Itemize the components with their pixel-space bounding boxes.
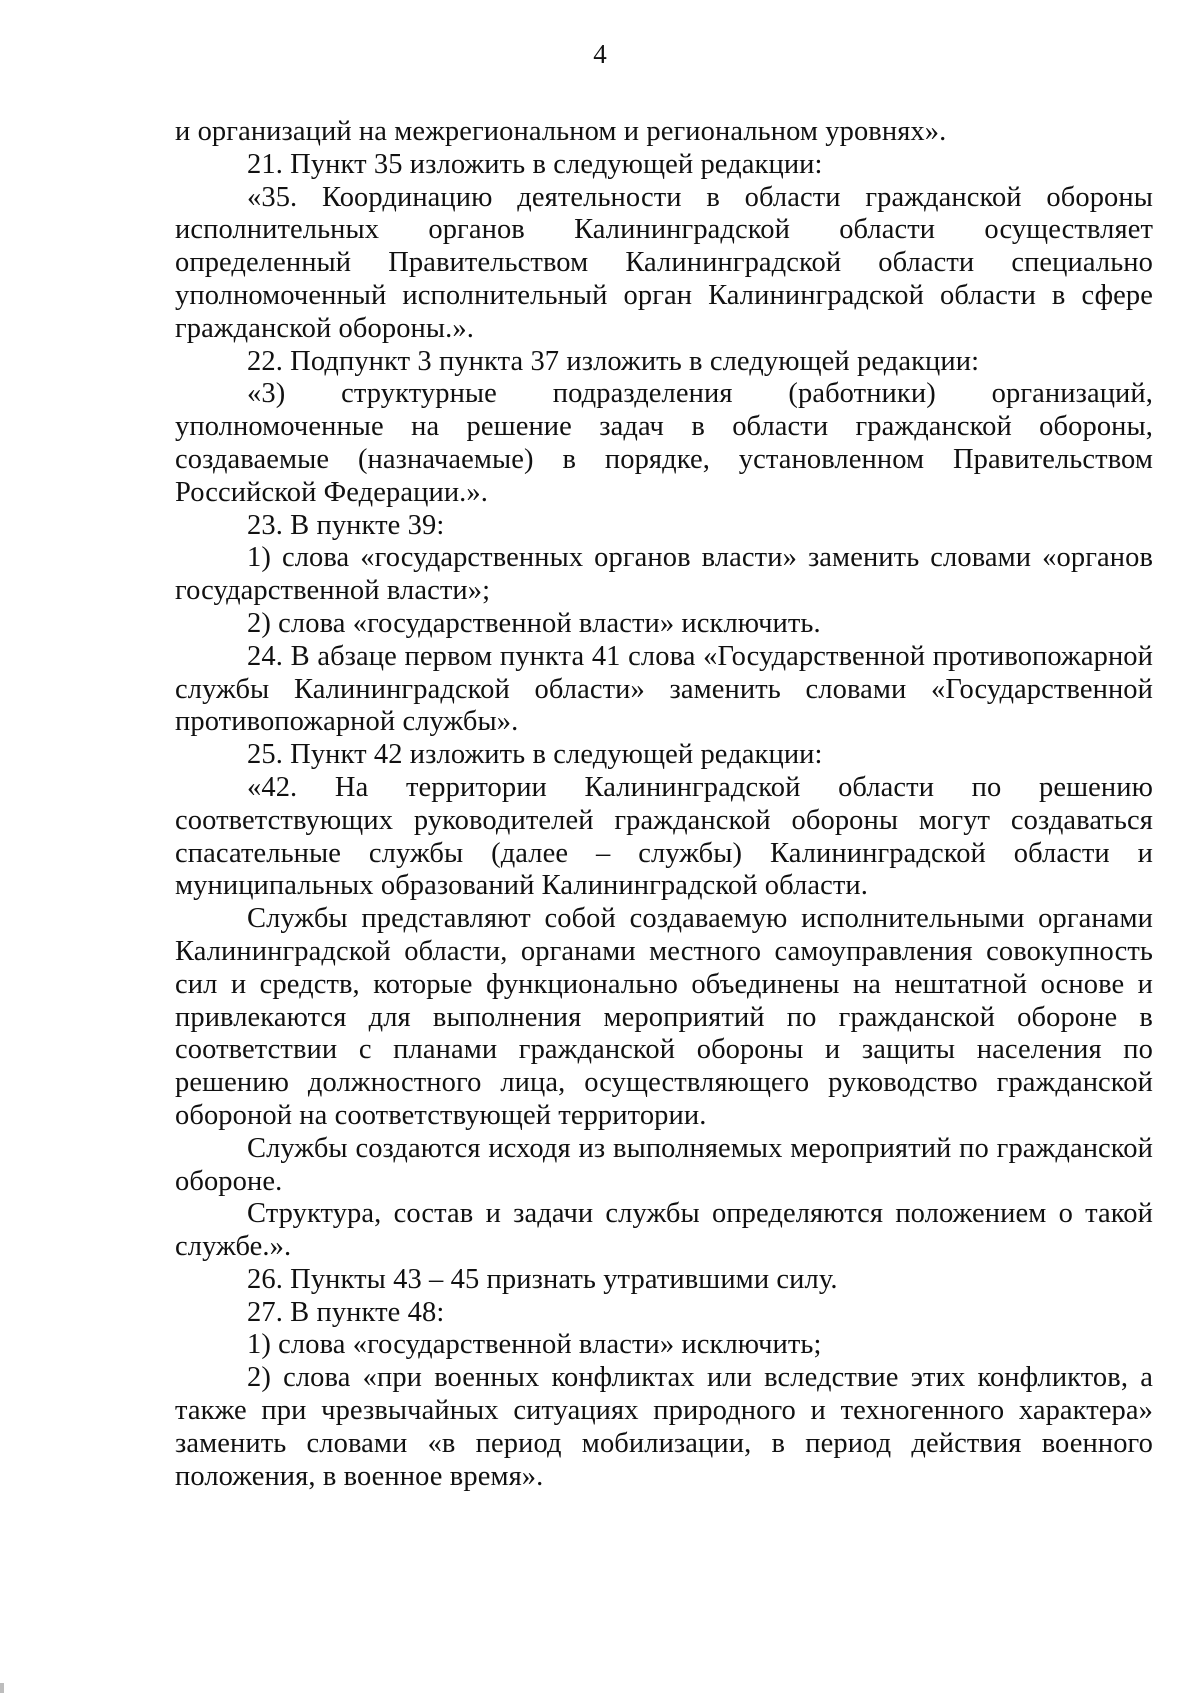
paragraph-item-22: 22. Подпункт 3 пункта 37 изложить в следующей редакции: xyxy=(247,345,980,377)
paragraph-continuation: и организаций на межрегиональном и региональном уровнях». xyxy=(175,116,947,147)
paragraph-quote-42: «42. На территории Калининградской области по решению соответствующих руководителей гражданской обороны могут создаваться спасательные службы (далее – службы) Калининградской области и муниципальных образований Калининградской области. xyxy=(175,771,1153,902)
page-number: 4 xyxy=(593,39,607,69)
scan-edge-mark xyxy=(0,1683,4,1693)
paragraph-item-26: 26. Пункты 43 – 45 признать утратившими силу. xyxy=(247,1263,838,1295)
paragraph-quote-35: «35. Координацию деятельности в области гражданской обороны исполнительных органов Калининградской области осуществляет определенный Правительством Калининградской области специально уполномоченный исполнительный орган Калининградской области в сфере гражданской обороны.». xyxy=(175,181,1153,344)
paragraph-services-structure: Структура, состав и задачи службы определяются положением о такой службе.». xyxy=(175,1198,1153,1263)
paragraph-services-creation: Службы создаются исходя из выполняемых мероприятий по гражданской обороне. xyxy=(175,1132,1153,1197)
paragraph-item-21: 21. Пункт 35 изложить в следующей редакции: xyxy=(247,148,823,180)
document-body xyxy=(175,116,1153,1493)
paragraph-item-27: 27. В пункте 48: xyxy=(247,1296,445,1328)
paragraph-quote-37-3: «3) структурные подразделения (работники) организаций, уполномоченные на решение задач в области гражданской обороны, создаваемые (назначаемые) в порядке, установленном Правительством Российской Федерации.». xyxy=(175,378,1153,508)
paragraph-item-25: 25. Пункт 42 изложить в следующей редакции: xyxy=(247,739,823,771)
paragraph-item-27-2: 2) слова «при военных конфликтах или вследствие этих конфликтов, а также при чрезвычайных ситуациях природного и техногенного характера» заменить словами «в период мобилизации, в период действия военного положения, в военное время». xyxy=(175,1362,1153,1492)
paragraph-item-23-1: 1) слова «государственных органов власти» заменить словами «органов государственной власти»; xyxy=(175,542,1153,607)
paragraph-item-24: 24. В абзаце первом пункта 41 слова «Государственной противопожарной службы Калининградской области» заменить словами «Государственной противопожарной службы». xyxy=(175,640,1153,738)
paragraph-item-23: 23. В пункте 39: xyxy=(247,509,445,541)
paragraph-item-27-1: 1) слова «государственной власти» исключить; xyxy=(247,1329,822,1361)
paragraph-services-definition: Службы представляют собой создаваемую исполнительными органами Калининградской области, органами местного самоуправления совокупность сил и средств, которые функционально объединены на нештатной основе и привлекаются для выполнения мероприятий по гражданской обороне в соответствии с планами гражданской обороны и защиты населения по решению должностного лица, осуществляющего руководство гражданской обороной на соответствующей территории. xyxy=(175,903,1153,1131)
paragraph-item-23-2: 2) слова «государственной власти» исключить. xyxy=(247,607,821,639)
